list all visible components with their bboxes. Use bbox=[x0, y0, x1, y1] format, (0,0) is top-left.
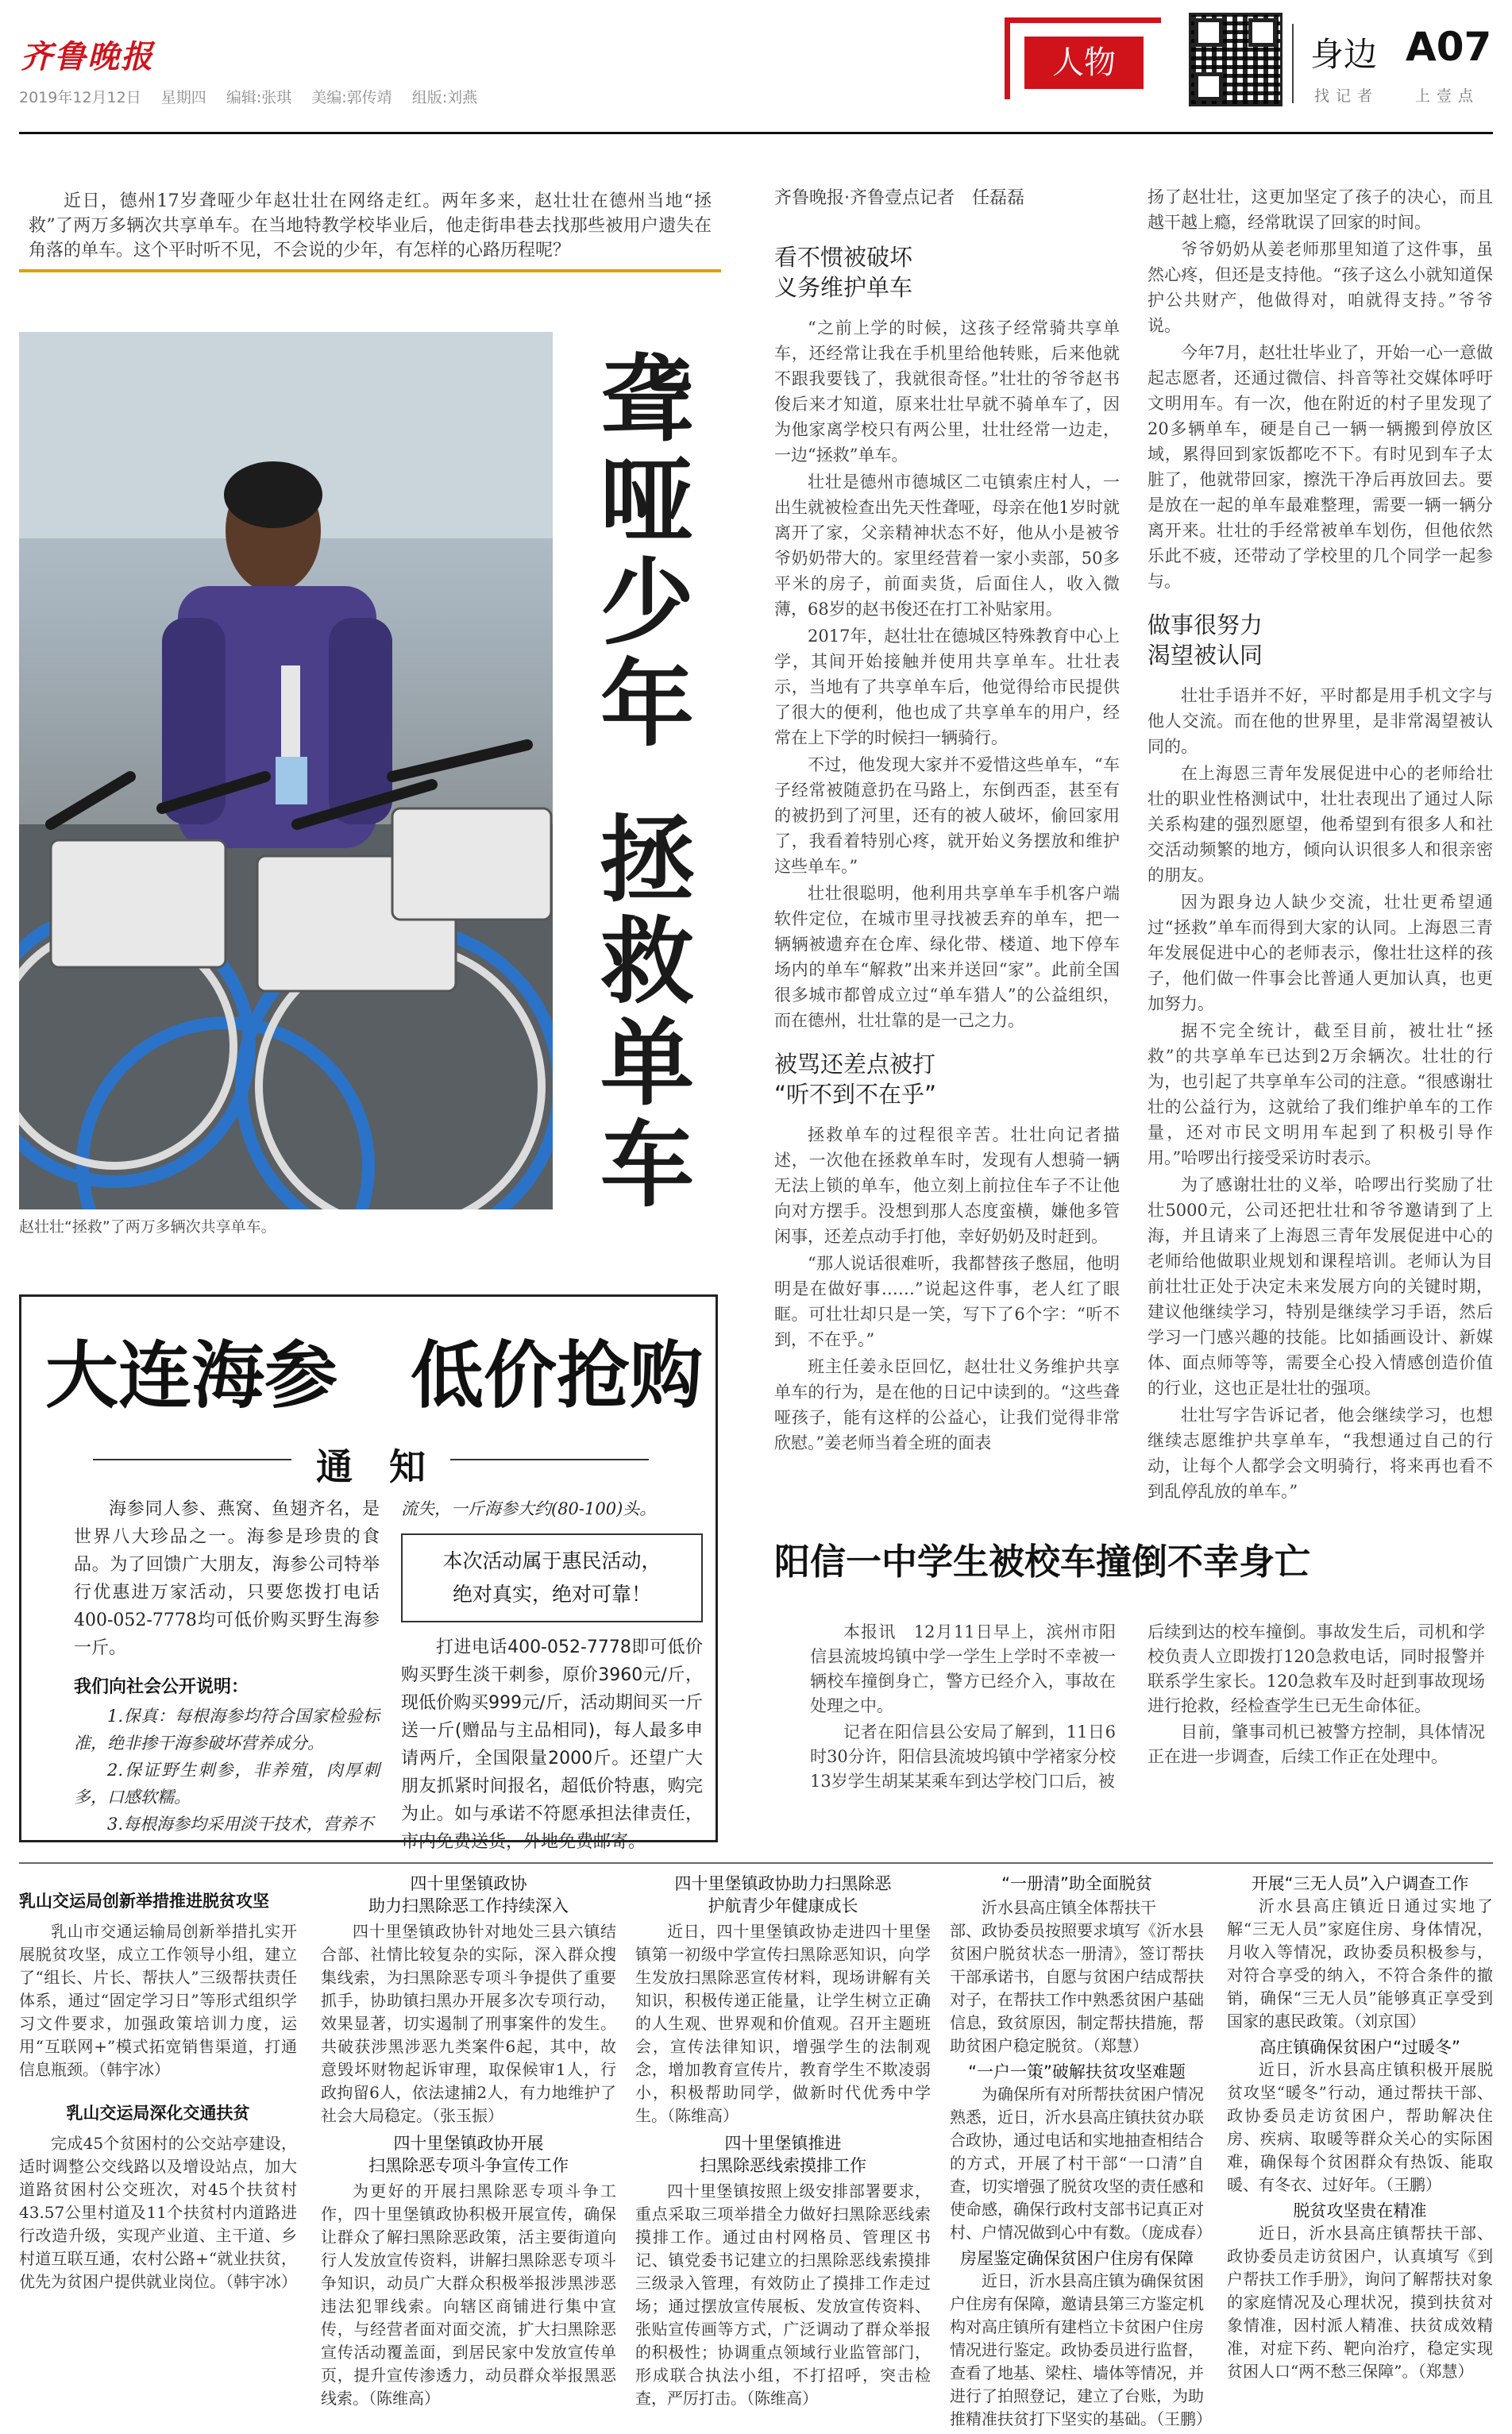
subhead-1 bbox=[774, 242, 1120, 303]
brief-title-line: 四十里堡镇政协助力扫黑除恶 bbox=[674, 1874, 892, 1893]
brief-text bbox=[19, 2132, 297, 2293]
ad-notice-rule-right bbox=[450, 1459, 649, 1460]
brief-title: “一户一策”破解扶贫攻坚难题 bbox=[968, 2062, 1186, 2081]
paragraph: 近日，沂水县高庄镇帮扶干部、政协委员走访贫困户，认真填写《到户帮扶工作手册》，询问了解帮扶对象的家庭情况及心理状况，摸到扶贫对象情准，因村派人精准、扶贫成效精准，对症下药、靶向治疗，稳定实现贫困人口“两不愁三保障”。（郑慧） bbox=[1227, 2224, 1493, 2381]
bottom-column-4 bbox=[950, 1873, 1212, 2431]
brief-title-line: 四十里堡镇推进 bbox=[724, 2134, 842, 2153]
paragraph: 在上海恩三青年发展促进中心的老师给壮壮的职业性格测试中，壮壮表现出了通过人际关系构建的强烈愿望，他希望到有很多人和社交活动频繁的地方，倾向认识很多人和很亲密的朋友。 bbox=[1148, 764, 1493, 885]
paragraph: 四十里堡镇政协针对地处三县六镇结合部、社情比较复杂的实际，深入群众搜集线索，为扫黑除恶专项斗争提供了重要抓手，协助镇扫黑办开展多次专项行动，效果显著，切实遏制了刑事案件的发生。共破获涉黑涉恶九类案件6起，其中，故意毁坏财物起诉审理，取保候审1人，行政拘留6人，依法逮捕2人，有力地维护了社会大局稳定。（张玉振） bbox=[321, 1922, 616, 2125]
ad-notice-rule-left bbox=[93, 1459, 291, 1460]
paragraph: “那人说话很难听，我都替孩子憋屈，他明明是在做好事……”说起这件事，老人红了眼眶。可壮壮却只是一笑，写下了6个字：“听不到，不在乎。” bbox=[774, 1254, 1120, 1349]
brief-title bbox=[635, 1873, 931, 1917]
ad-item: 1.保真：每根海参均符合国家检验标准，绝非掺干海参破坏营养成分。 bbox=[74, 1707, 380, 1753]
ad-offer: 打进电话400-052-7778即可低价购买野生淡干刺参，原价3960元/斤，现低价购买999元/斤，活动期间买一斤送一斤(赠品与主品相同)，每人最多申请两斤，全国限量2000斤。还望广大朋友抓紧时间报名，超低价特惠，购完为止。如与承诺不符愿承担法律责任，市内免费送货，外地免费邮寄。 bbox=[401, 1637, 703, 1852]
ad-headline: 大连海参 低价抢购 bbox=[45, 1333, 704, 1418]
headline-line-2: 拯救单车 bbox=[584, 810, 694, 1217]
brief-title-line: 护航青少年健康成长 bbox=[708, 1896, 858, 1915]
paragraph: 壮壮很聪明，他利用共享单车手机客户端软件定位，在城市里寻找被丢弃的单车，把一辆辆被遗弃在仓库、绿化带、楼道、地下停车场内的单车“解救”出来并送回“家”。此前全国很多城市都曾成立过“单车猎人”的公益组织，而在德州，壮壮靠的是一己之力。 bbox=[774, 884, 1120, 1030]
bottom-column-3 bbox=[635, 1873, 931, 2410]
bottom-column-1 bbox=[19, 1890, 297, 2293]
brief-text bbox=[1227, 2222, 1493, 2383]
bottom-column-5 bbox=[1227, 1873, 1493, 2383]
weekday: 星期四 bbox=[160, 89, 206, 106]
brief-title bbox=[635, 2132, 931, 2177]
bottom-strip-rule bbox=[19, 1862, 1493, 1864]
photo-caption: 赵壮壮“拯救”了两万多辆次共享单车。 bbox=[19, 1218, 276, 1236]
paragraph: 壮壮写字告诉记者，他会继续学习，也想继续志愿维护共享单车，“我想通过自己的行动，让每个人都学会文明骑行，将来再也看不到乱停乱放的单车。” bbox=[1148, 1406, 1493, 1501]
col1-block-2 bbox=[774, 1122, 1120, 1456]
news-column-2 bbox=[1148, 1620, 1485, 1771]
paragraph: 据不完全统计，截至目前，被壮壮“拯救”的共享单车已达到2万余辆次。壮壮的行为，也引起了共享单车公司的注意。“很感谢壮壮的公益行为，这就给了我们维护单车的工作量，还对市民文明用车起到了积极引导作用。”哈啰出行接受采访时表示。 bbox=[1148, 1021, 1493, 1167]
newspaper-logo: 齐鲁晚报 bbox=[21, 38, 154, 75]
designer: 美编:郭传靖 bbox=[311, 89, 392, 106]
subhead-2 bbox=[774, 1049, 1120, 1109]
news-headline: 阳信一中学生被校车撞倒不幸身亡 bbox=[774, 1541, 1311, 1583]
brief-text bbox=[1227, 1895, 1493, 2033]
brief-text bbox=[19, 1920, 297, 2081]
subhead-1-line-1: 看不惯被破坏 bbox=[774, 244, 913, 271]
brief-title bbox=[321, 1873, 616, 1917]
byline: 齐鲁晚报·齐鲁壹点记者 任磊磊 bbox=[774, 188, 1024, 208]
brief-text bbox=[635, 1920, 931, 2127]
section-tag: 人物 bbox=[1024, 37, 1144, 89]
subhead-1-line-2: 义务维护单车 bbox=[774, 274, 913, 301]
brief-title-line: 扫黑除恶专项斗争宣传工作 bbox=[368, 2156, 569, 2175]
subhead-2-line-2: “听不到不在乎” bbox=[774, 1081, 937, 1108]
paragraph: 沂水县高庄镇全体帮扶干 bbox=[982, 1898, 1156, 1917]
section-sub-1: 找记者 bbox=[1314, 87, 1379, 105]
brief-title-line: “一册清”助全面脱贫 bbox=[1001, 1874, 1152, 1893]
paragraph: 今年7月，赵壮壮毕业了，开始一心一意做起志愿者，还通过微信、抖音等社交媒体呼吁文明用车。有一次，他在附近的村子里发现了20多辆单车，硬是自己一辆一辆搬到停放区域，累得回到家饭都吃不下。有时见到车子太脏了，他就带回家，擦洗干净后再放回去。要是放在一起的单车最难整理，需要一辆一辆分离开来。壮壮的手经常被单车划伤，但他依然乐此不疲，还带动了学校里的几个同学一起参与。 bbox=[1148, 343, 1493, 591]
qr-code-icon bbox=[1189, 13, 1282, 106]
subhead-2-line-1: 被骂还差点被打 bbox=[774, 1051, 936, 1078]
col2-block-2 bbox=[1148, 683, 1493, 1504]
paragraph: 为了感谢壮壮的义举，哈啰出行奖励了壮壮5000元，公司还把壮壮和爷爷邀请到了上海，并且请来了上海恩三青年发展促进中心的老师给他做职业规划和课程培训。老师认为目前壮壮正处于决定未来发展方向的关键时期，建议他继续学习，特别是继续学习手语，然后学习一门感兴趣的技能。比如插画设计、新媒体、面点师等等，需要全心投入情感创造价值的行业，这也正是壮壮的强项。 bbox=[1148, 1175, 1493, 1398]
ad-box-line-2: 绝对真实，绝对可靠！ bbox=[452, 1583, 651, 1606]
paragraph: 四十里堡镇按照上级安排部署要求，重点采取三项举措全力做好扫黑除恶线索摸排工作。通过由村网格员、管理区书记、镇党委书记建立的扫黑除恶线索摸排三级录入管理，有效防止了摸排工作走过场；通过摆放宣传展板、发放宣传资料、张贴宣传画等方式，广泛调动了群众举报的积极性；协调重点领域行业监管部门，形成联合执法小组，不打招呼，突击检查，严厉打击。（陈维高） bbox=[635, 2181, 931, 2408]
paragraph: 近日，四十里堡镇政协走进四十里堡镇第一初级中学宣传扫黑除恶知识，向学生发放扫黑除恶宣传材料，现场讲解有关知识，积极传递正能量，让学生树立正确的人生观、世界观和价值观。召开主题班会，宣传法律知识，增强学生的法制观念，增加教育宣传片，教育学生不欺凌弱小，积极帮助同学，做新时代优秀中学生。（陈维高） bbox=[635, 1922, 931, 2125]
brief-title-line: 四十里堡镇政协开展 bbox=[393, 2134, 544, 2153]
ad-column-1 bbox=[74, 1495, 380, 1838]
paragraph: 近日，沂水县高庄镇积极开展脱贫攻坚“暖冬”行动，通过帮扶干部、政协委员走访贫困户，帮助解决住房、疾病、取暖等群众关心的实际困难，确保每个贫困群众有热饭、能取暖、有冬衣、过好年。（王鹏） bbox=[1227, 2060, 1493, 2194]
subhead-3 bbox=[1148, 610, 1493, 670]
paragraph: 因为跟身边人缺少交流，壮壮更希望通过“拯救”单车而得到大家的认同。上海恩三青年发展促进中心的老师表示，像壮壮这样的孩子，他们做一件事会比普通人更加认真，也更加努力。 bbox=[1148, 893, 1493, 1013]
brief-title: 开展“三无人员”入户调查工作 bbox=[1251, 1874, 1469, 1893]
paragraph: 不过，他发现大家并不爱惜这些单车，“车子经常被随意扔在马路上，东倒西歪，甚至有的被扔到了河里，还有的被人破坏，偷回家用了，我看着特别心疼，就开始义务摆放和维护这些单车。” bbox=[774, 755, 1120, 876]
paragraph: 壮壮是德州市德城区二屯镇索庄村人，一出生就被检查出先天性聋哑，母亲在他1岁时就离开了家，父亲精神状态不好，他从小是被爷爷奶奶带大的。家里经营着一家小卖部，50多平米的房子，前面卖货，后面住人，收入微薄，68岁的赵书俊还在打工补贴家用。 bbox=[774, 473, 1120, 619]
editor: 编辑:张琪 bbox=[226, 89, 292, 106]
ad-box-line-1: 本次活动属于惠民活动， bbox=[442, 1549, 662, 1572]
paragraph: 班主任姜永臣回忆，赵壮壮义务维护共享单车的行为，是在他的日记中读到的。“这些聋哑孩子，能有这样的公益心，让我们觉得非常欣慰。”姜老师当着全班的面表 bbox=[774, 1357, 1120, 1452]
brief-title: 房屋鉴定确保贫困户住房有保障 bbox=[960, 2249, 1194, 2268]
paragraph: 扬了赵壮壮，这更加坚定了孩子的决心，而且越干越上瘾，经常耽误了回家的时间。 bbox=[1148, 187, 1493, 232]
brief-title: 高庄镇确保贫困户“过暖冬” bbox=[1259, 2038, 1460, 2057]
brief-text bbox=[1227, 2058, 1493, 2197]
brief-text bbox=[950, 2270, 1212, 2431]
brief-text bbox=[321, 1920, 616, 2127]
bike-scene-illustration bbox=[19, 332, 553, 1209]
ad-statement-heading: 我们向社会公开说明： bbox=[74, 1677, 249, 1697]
paragraph: 完成45个贫困村的公交站亭建设，适时调整公交线路以及增设站点，加大道路贫困村公交班次，对45个扶贫村43.57公里村道及11个扶贫村内道路进行改造升级，实现产业道、主干道、乡村道互联互通，农村公路+“就业扶贫，优先为贫困户提供就业岗位。（韩宇冰） bbox=[19, 2134, 297, 2291]
subhead-3-line-2: 渴望被认同 bbox=[1148, 642, 1263, 669]
bottom-column-2 bbox=[321, 1873, 616, 2410]
paragraph: 部、政协委员按照要求填写《沂水县贫困户脱贫状态一册清》，签订帮扶干部承诺书，自愿与贫困户结成帮扶对子，在帮扶工作中熟悉贫困户基础信息，致贫原因，制定帮扶措施，帮助贫困户稳定脱贫。（郑慧） bbox=[950, 1921, 1204, 2055]
paragraph: 记者在阳信县公安局了解到，11日6时30分许，阳信县流坡坞镇中学褚家分校13岁学生胡某某乘车到达学校门口后，被 bbox=[810, 1722, 1116, 1791]
proofreader: 组版:刘燕 bbox=[411, 89, 478, 106]
ad-intro: 海参同人参、燕窝、鱼翅齐名，是世界八大珍品之一。海参是珍贵的食品。为了回馈广大朋友，海参公司特举行优惠进万家活动，只要您拨打电话400-052-7778均可低价购买野生海参一斤。 bbox=[74, 1499, 380, 1658]
paragraph: 后续到达的校车撞倒。事故发生后，司机和学校负责人立即拨打120急救电话，同时报警并联系学生家长。120急救车及时赶到事故现场进行抢救，经检查学生已无生命体征。 bbox=[1148, 1622, 1485, 1715]
paragraph: 乳山市交通运输局创新举措扎实开展脱贫攻坚，成立工作领导小组，建立了“组长、片长、帮扶人”三级帮扶责任体系，通过“固定学习日”等形式组织学习文件要求，加强政策培训力度，运用“互联网+”模式拓宽销售渠道，打通信息瓶颈。（韩宇冰） bbox=[19, 1922, 297, 2079]
brief-title: 乳山交运局深化交通扶贫 bbox=[66, 2104, 250, 2123]
ad-notice: 通 知 bbox=[316, 1445, 426, 1488]
paragraph: 目前，肇事司机已被警方控制，具体情况正在进一步调查，后续工作正在处理中。 bbox=[1148, 1722, 1485, 1766]
brief-text bbox=[950, 1896, 1204, 2058]
ad-box bbox=[19, 1294, 718, 1852]
brief-title: 乳山交运局创新举措推进脱贫攻坚 bbox=[19, 1892, 269, 1911]
feature-column-1 bbox=[774, 184, 1120, 1457]
brief-text bbox=[321, 2180, 616, 2410]
section-name: 身边 bbox=[1310, 35, 1378, 74]
section-sub-2: 上壹点 bbox=[1415, 87, 1480, 105]
headline-line-1: 聋哑少年 bbox=[584, 349, 694, 756]
ad-column-2 bbox=[401, 1495, 703, 1856]
section-divider bbox=[1292, 24, 1294, 103]
feature-column-2 bbox=[1148, 184, 1493, 1506]
brief-title-line: 四十里堡镇政协 bbox=[410, 1874, 527, 1893]
masthead-rule bbox=[19, 132, 1493, 134]
feature-photo bbox=[19, 332, 553, 1209]
dateline-bar bbox=[19, 86, 477, 107]
feature-intro-text: 近日，德州17岁聋哑少年赵壮壮在网络走红。两年多来，赵壮壮在德州当地“拯救”了两万多辆次共享单车。在当地特教学校毕业后，他走街串巷去找那些被用户遗失在角落的单车。这个平时听不见，不会说的少年，有怎样的心路历程呢？ bbox=[29, 191, 712, 260]
brief-title bbox=[321, 2132, 616, 2177]
paragraph: 沂水县高庄镇近日通过实地了解“三无人员”家庭住房、身体情况，月收入等情况，政协委员积极参与，对符合享受的纳入，不符合条件的撤销，确保“三无人员”能够真正享受到国家的惠民政策。（刘京国） bbox=[1227, 1896, 1493, 2031]
paragraph: 为更好的开展扫黑除恶专项斗争工作，四十里堡镇政协积极开展宣传，确保让群众了解扫黑除恶政策，活主要街道向行人发放宣传资料，讲解扫黑除恶专项斗争知识，动员广大群众积极举报涉黑涉恶违法犯罪线索。向辖区商铺进行集中宣传，与经营者面对面交流，扩大扫黑除恶宣传活动覆盖面，到居民家中发放宣传单页，提升宣传渗透力，动员群众举报黑恶线索。（陈维高） bbox=[321, 2181, 616, 2408]
news-column-1 bbox=[810, 1620, 1116, 1796]
paragraph: 本报讯 12月11日早上，滨州市阳信县流坡坞镇中学一学生上学时不幸被一辆校车撞倒身亡，警方已经介入，事故在处理之中。 bbox=[810, 1622, 1116, 1715]
paragraph: 2017年，赵壮壮在德城区特殊教育中心上学，其间开始接触并使用共享单车。壮壮表示，当地有了共享单车后，他觉得给市民提供了很大的便利，他也成了共享单车的用户，经常在上下学的时候扫一辆骑行。 bbox=[774, 627, 1120, 747]
feature-headline bbox=[584, 349, 699, 1255]
page-number: A07 bbox=[1406, 24, 1492, 70]
col1-block-1 bbox=[774, 315, 1120, 1033]
masthead bbox=[0, 0, 1512, 135]
subhead-3-line-1: 做事很努力 bbox=[1148, 611, 1263, 638]
brief-title bbox=[950, 1873, 1204, 1895]
paragraph: 拯救单车的过程很辛苦。壮壮向记者描述，一次他在拯救单车时，发现有人想骑一辆无法上锁的单车，他立刻上前拉住车子不让他向对方摆手。没想到那人态度蛮横，嫌他多管闲事，还差点动手打他，幸好奶奶及时赶到。 bbox=[774, 1125, 1120, 1246]
ad-col2-top: 流失，一斤海参大约(80-100)头。 bbox=[401, 1499, 657, 1518]
paragraph: 爷爷奶奶从姜老师那里知道了这件事，虽然心疼，但还是支持他。“孩子这么小就知道保护公共财产，他做得对，咱就得支持。”爷爷说。 bbox=[1148, 240, 1493, 335]
brief-title-line: 扫黑除恶线索摸排工作 bbox=[700, 2156, 866, 2175]
brief-text bbox=[635, 2180, 931, 2410]
brief-text bbox=[950, 2083, 1212, 2244]
ad-item: 2.保证野生刺参，非养殖，肉厚刺多，口感软糯。 bbox=[74, 1761, 380, 1807]
paragraph: “之前上学的时候，这孩子经常骑共享单车，还经常让我在手机里给他转账，后来他就不跟我要钱了，我就很奇怪。”壮壮的爷爷赵书俊后来才知道，原来壮壮早就不骑单车了，因为他家离学校只有两公里，壮壮经常一边走，一边“拯救”单车。 bbox=[774, 318, 1120, 465]
paragraph: 近日，沂水县高庄镇为确保贫困户住房有保障，邀请县第三方鉴定机构对高庄镇所有建档立卡贫困户住房情况进行鉴定。政协委员进行监督，查看了地基、梁柱、墙体等情况，并进行了拍照登记，建立了台账，为助推精准扶贫打下坚实的基础。（王鹏） bbox=[950, 2271, 1212, 2428]
feature-intro bbox=[19, 184, 721, 272]
ad-highlight-box bbox=[401, 1533, 703, 1622]
ad-item: 3.每根海参均采用淡干技术，营养不 bbox=[107, 1815, 374, 1834]
brief-title-line: 助力扫黑除恶工作持续深入 bbox=[368, 1896, 569, 1915]
dateline: 2019年12月12日 bbox=[19, 89, 141, 106]
col2-block-1 bbox=[1148, 184, 1493, 594]
brief-title: 脱贫攻坚贵在精准 bbox=[1293, 2201, 1427, 2220]
paragraph: 壮壮手语并不好，平时都是用手机文字与他人交流。而在他的世界里，是非常渴望被认同的。 bbox=[1148, 686, 1493, 756]
paragraph: 为确保所有对所帮扶贫困户情况熟悉，近日，沂水县高庄镇扶贫办联合政协，通过电话和实地抽查相结合的方式，开展了村干部“一口清”自查，切实增强了脱贫攻坚的责任感和使命感，确保行政村支部书记真正对村、户情况做到心中有数。（庞成春） bbox=[950, 2085, 1212, 2242]
